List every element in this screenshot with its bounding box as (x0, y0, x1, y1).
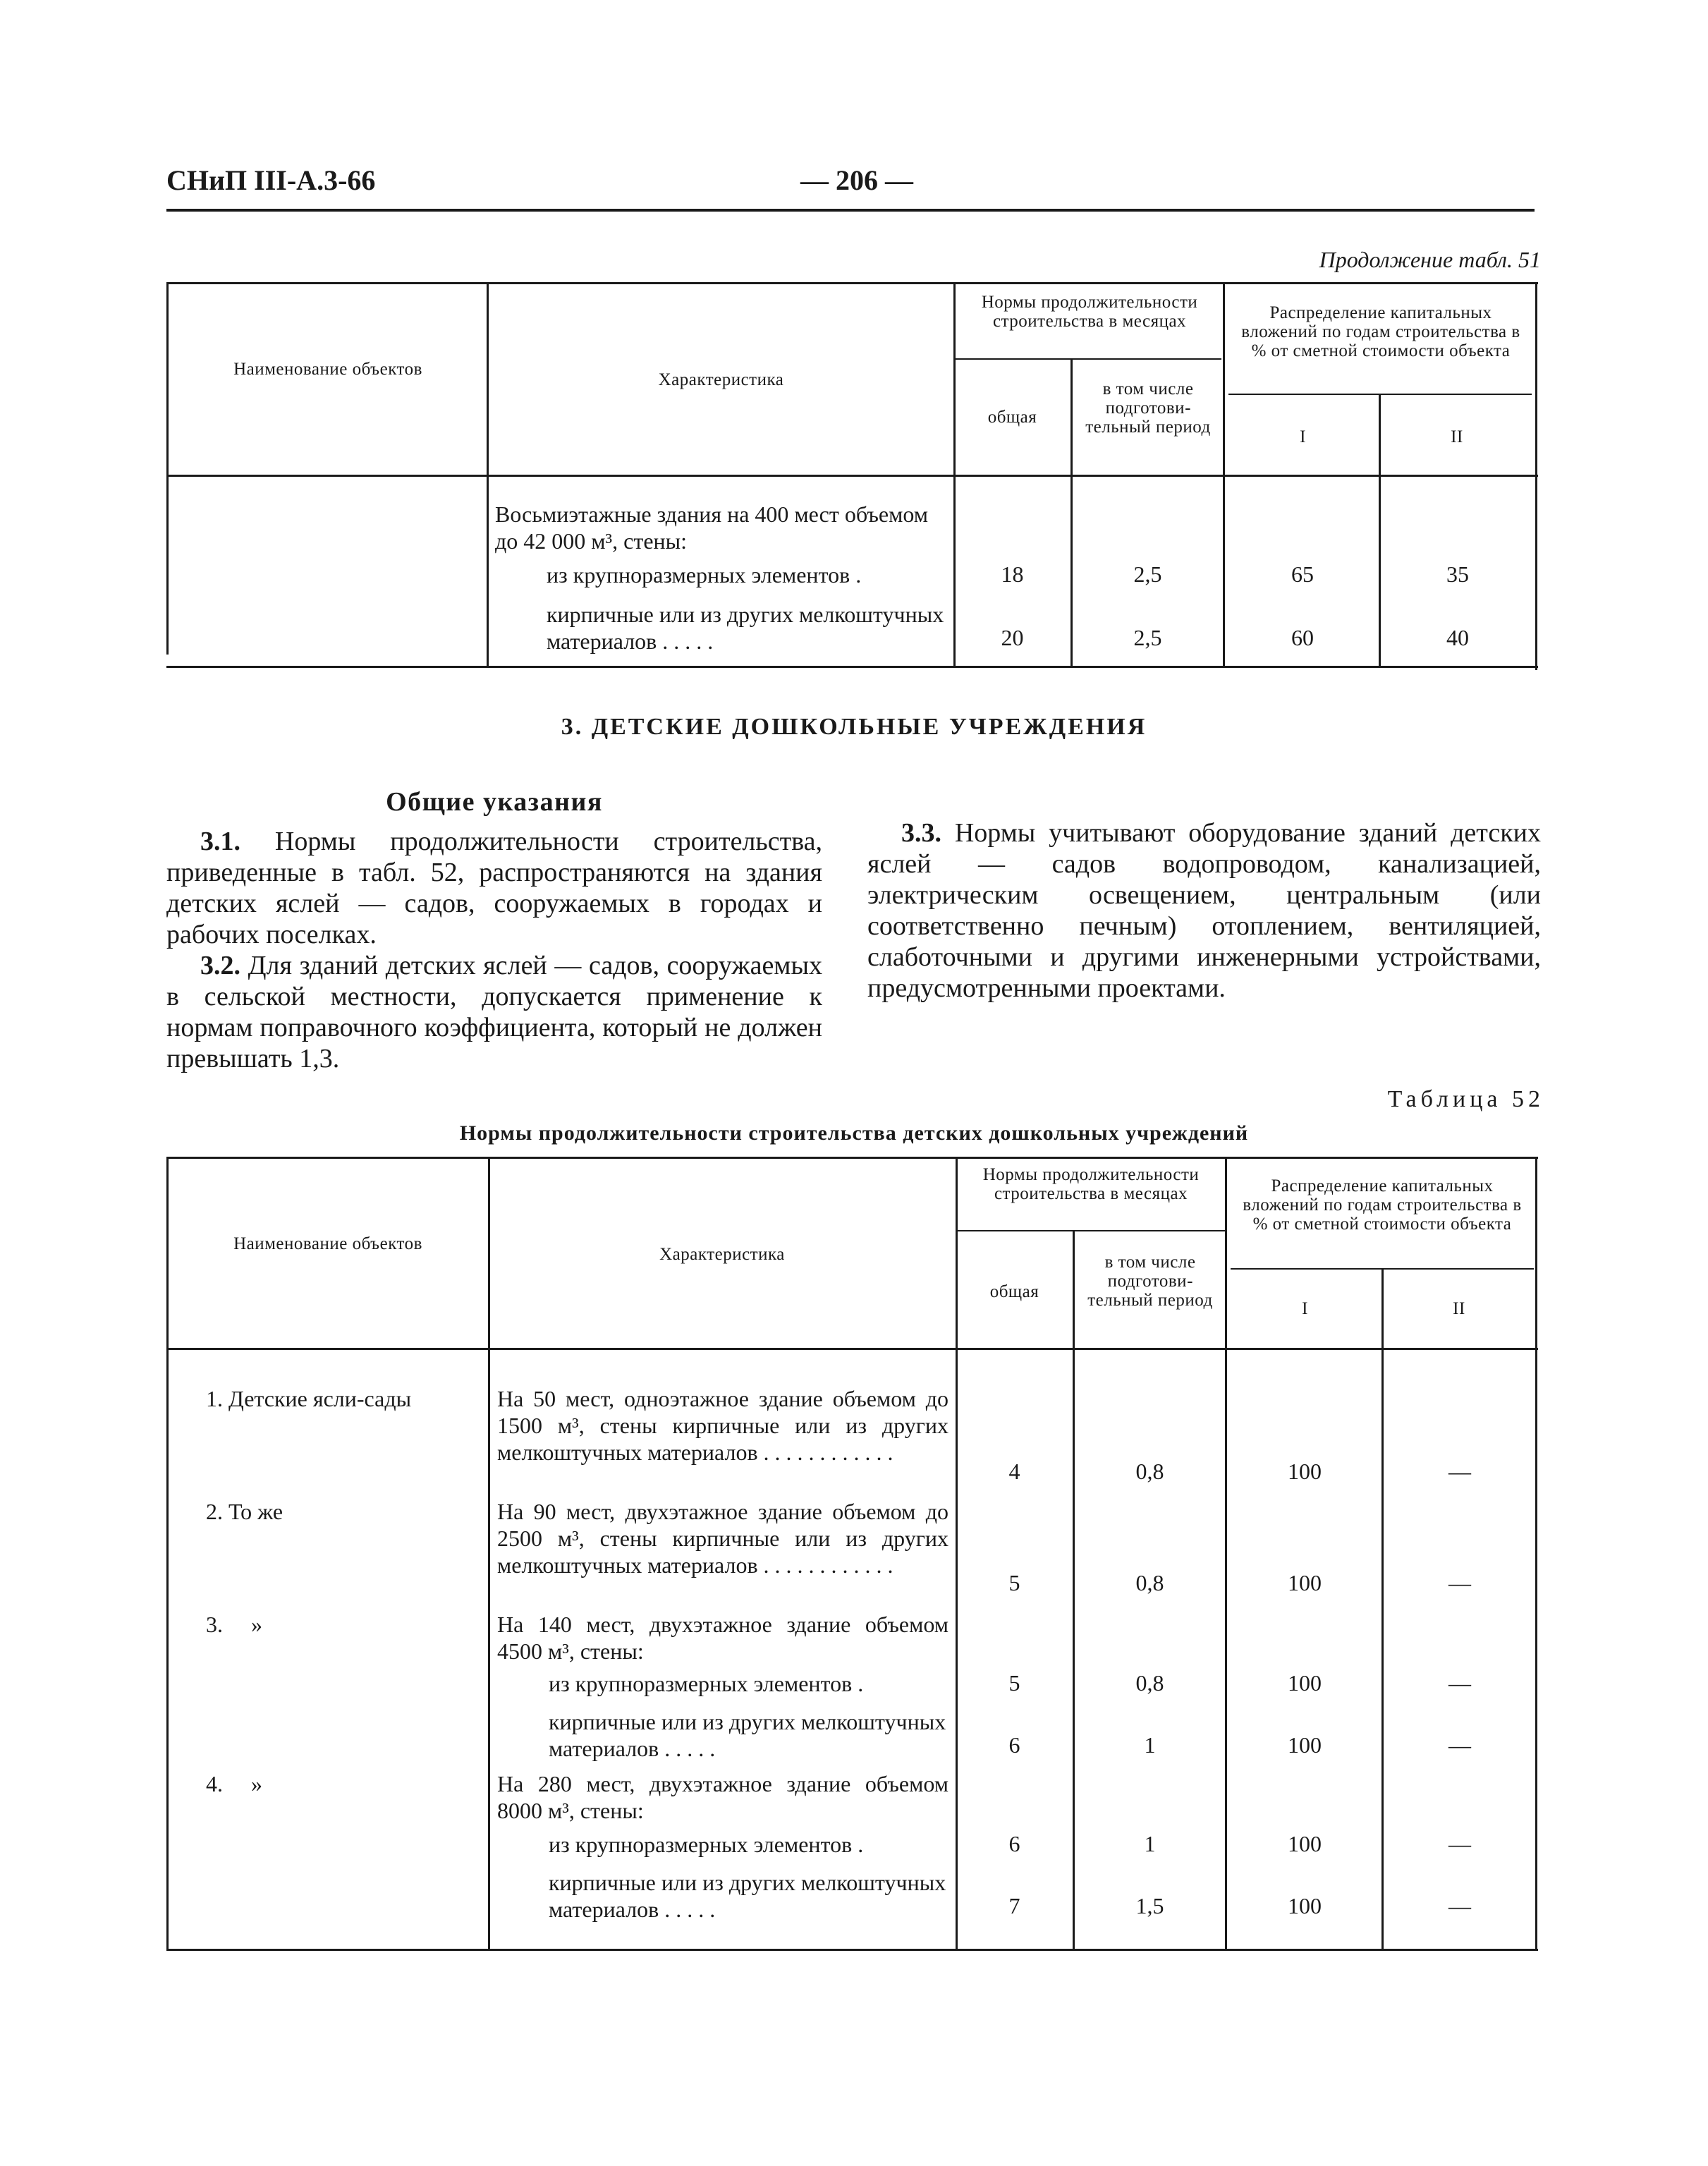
table-row-characteristic: из крупноразмерных элементов . (549, 1671, 864, 1696)
table-row-characteristic: кирпичные или из других мелкоштучных материалов . . . . . (547, 602, 944, 654)
value-year-1: 65 (1291, 561, 1314, 587)
table-row-characteristic: кирпичные или из других мелкоштучных материалов . . . . . (549, 1870, 946, 1922)
value-general: 4 (1008, 1459, 1020, 1484)
header-norms: Нормы продолжительности строительства в месяцах (982, 1165, 1200, 1203)
header-distribution: Распределение капитальных вложений по годам строительства в % от сметной стоимости объекта (1241, 303, 1520, 360)
header-prep-period: в том числе подготовительный период (1087, 1253, 1213, 1310)
value-general: 5 (1008, 1670, 1020, 1696)
value-year-2: 35 (1446, 561, 1469, 587)
value-general: 18 (1001, 561, 1024, 587)
table-col-line (1073, 1230, 1075, 1949)
object-name: 1. Детские ясли-сады (206, 1386, 412, 1411)
header-year-1: I (1302, 1299, 1308, 1318)
section-title: 3. ДЕТСКИЕ ДОШКОЛЬНЫЕ УЧРЕЖДЕНИЯ (561, 714, 1147, 740)
table-52-title: Нормы продолжительности строительства детских дошкольных учреждений (459, 1121, 1249, 1145)
table-top-rule (166, 1157, 1538, 1159)
value-general: 7 (1008, 1893, 1020, 1918)
table-row-characteristic: На 140 мест, двухэтажное здание объемом 4500 м³, стены: (497, 1612, 948, 1664)
table-col-line (1225, 1157, 1227, 1949)
table-subheader-rule (956, 1230, 1225, 1231)
header-name: Наименование объектов (233, 360, 422, 379)
paragraph-number: 3.1. (200, 827, 240, 856)
table-continuation-note: Продолжение табл. 51 (1319, 247, 1541, 272)
table-col-line (488, 1157, 490, 1949)
table-52-label: Таблица 52 (1387, 1086, 1544, 1112)
value-year-1: 100 (1288, 1732, 1322, 1758)
table-col-line (166, 1157, 169, 1949)
table-row-characteristic: На 90 мест, двухэтажное здание объемом до 2500 м³, стены кирпичные или из других мелкоштучных материалов . . . . . . . . . . . . (497, 1499, 948, 1578)
table-bottom-rule (166, 1949, 1538, 1951)
value-year-2: — (1448, 1893, 1471, 1918)
paragraph-text: Для зданий детских яслей — садов, сооружаемых в сельской местности, допускается применение к нормам поправочного коэффициента, который не должен превышать 1,3. (166, 951, 822, 1073)
subheading: Общие указания (386, 787, 603, 817)
value-year-2: 40 (1446, 625, 1469, 650)
value-year-1: 100 (1288, 1670, 1322, 1696)
table-row-characteristic: кирпичные или из других мелкоштучных материалов . . . . . (549, 1709, 946, 1761)
value-year-2: — (1448, 1670, 1471, 1696)
paragraph-text: Нормы учитывают оборудование зданий детских яслей — садов водопроводом, канализацией, электрическим освещением, центральным (или соответственно печным) отоплением, вентиляцией, слаботочными и другими инженерными устройствами, предусмотренными проектами. (867, 818, 1542, 1003)
value-general: 20 (1001, 625, 1024, 650)
header-year-1: I (1300, 427, 1306, 446)
value-year-2: — (1448, 1831, 1471, 1856)
object-name: 4. » (206, 1771, 262, 1796)
header-year-2: II (1453, 1299, 1465, 1318)
value-prep: 1 (1144, 1831, 1156, 1856)
header-name: Наименование объектов (233, 1234, 422, 1253)
value-prep: 1,5 (1135, 1893, 1164, 1918)
value-prep: 0,8 (1135, 1670, 1164, 1696)
table-col-line (956, 1157, 958, 1949)
value-year-1: 60 (1291, 625, 1314, 650)
header-characteristic: Характеристика (659, 1245, 785, 1264)
table-row-characteristic: На 280 мест, двухэтажное здание объемом 8000 м³, стены: (497, 1771, 948, 1823)
table-col-line (1535, 1157, 1537, 1949)
value-general: 6 (1008, 1732, 1020, 1758)
page-number: — 206 — (800, 164, 913, 196)
header-year-2: II (1451, 427, 1463, 446)
value-general: 5 (1008, 1570, 1020, 1595)
table-col-line (1381, 1268, 1384, 1949)
value-year-2: — (1448, 1459, 1471, 1484)
object-name: 2. То же (206, 1499, 283, 1524)
header-distribution: Распределение капитальных вложений по годам строительства в % от сметной стоимости объекта (1243, 1176, 1522, 1234)
header-prep-period: в том числе подготовительный период (1085, 379, 1211, 437)
header-general: общая (989, 1282, 1039, 1301)
value-general: 6 (1008, 1831, 1020, 1856)
value-prep: 1 (1144, 1732, 1156, 1758)
table-row-characteristic: из крупноразмерных элементов . (549, 1832, 864, 1857)
value-prep: 0,8 (1135, 1570, 1164, 1595)
table-row-characteristic: На 50 мест, одноэтажное здание объемом до 1500 м³, стены кирпичные или из других мелкоштучных материалов . . . . . . . . . . . . (497, 1386, 948, 1465)
value-prep: 0,8 (1135, 1459, 1164, 1484)
value-prep: 2,5 (1133, 561, 1162, 587)
paragraph-number: 3.2. (200, 951, 240, 980)
value-prep: 2,5 (1133, 625, 1162, 650)
object-name: 3. » (206, 1612, 262, 1637)
value-year-2: — (1448, 1732, 1471, 1758)
document-code: СНиП III-А.3-66 (166, 164, 376, 196)
header-norms: Нормы продолжительности строительства в месяцах (981, 293, 1198, 331)
value-year-1: 100 (1288, 1893, 1322, 1918)
value-year-1: 100 (1288, 1459, 1322, 1484)
value-year-2: — (1448, 1570, 1471, 1595)
table-row-characteristic: Восьмиэтажные здания на 400 мест объемом до 42 000 м³, стены: (495, 501, 928, 554)
value-year-1: 100 (1288, 1570, 1322, 1595)
paragraph-number: 3.3. (901, 818, 941, 848)
value-year-1: 100 (1288, 1831, 1322, 1856)
table-row-characteristic: из крупноразмерных элементов . (547, 562, 862, 588)
table-header-rule (166, 1348, 1538, 1350)
header-characteristic: Характеристика (658, 370, 784, 389)
paragraph-text: Нормы продолжительности строительства, приведенные в табл. 52, распространяются на здания детских яслей — садов, сооружаемых в городах и рабочих поселках. (166, 827, 823, 949)
header-general: общая (987, 408, 1037, 427)
